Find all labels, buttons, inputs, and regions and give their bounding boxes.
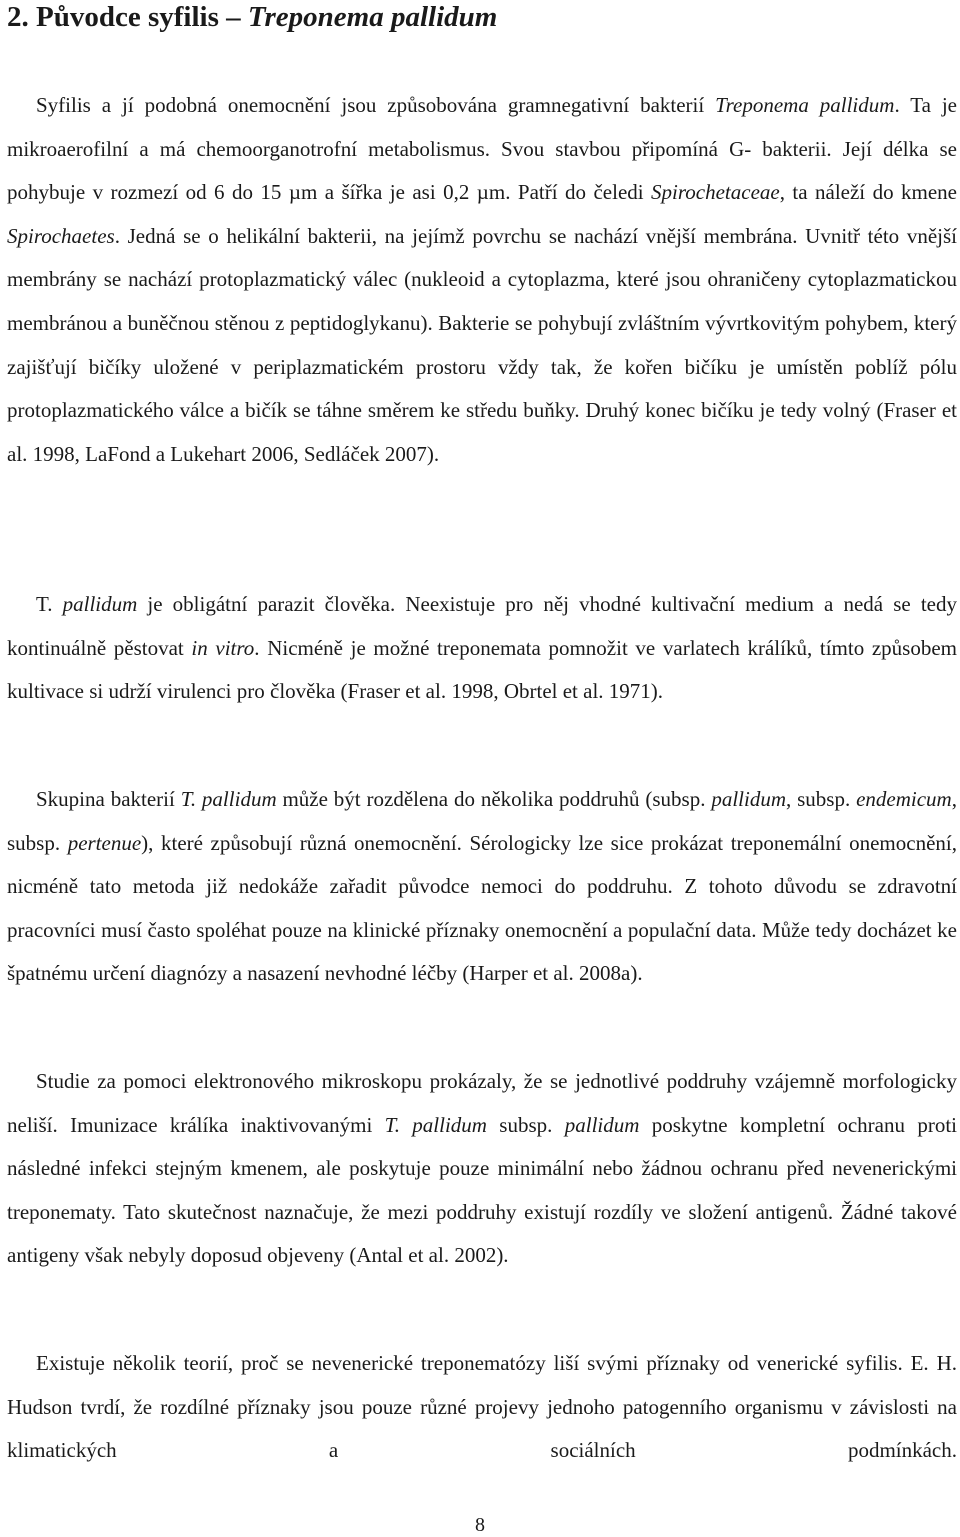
paragraph-electron-microscopy bbox=[7, 1060, 957, 1278]
paragraph-subspecies bbox=[7, 778, 957, 996]
page-number: 8 bbox=[475, 1514, 485, 1536]
text-run: poskytne kompletní ochranu proti následné infekci stejným kmenem, ale poskytuje pouze minimální nebo žádnou ochranu před nevenerickými treponematy. Tato skutečnost naznačuje, že mezi poddruhy existují rozdíly ve složení antigenů. Žádné takové antigeny však nebyly doposud objeveny (Antal et al. 2002). bbox=[7, 1112, 957, 1268]
text-run: Existuje několik teorií, proč se nevenerické treponematózy liší svými příznaky od venerické syfilis. E. H. Hudson tvrdí, že rozdílné příznaky jsou pouze různé projevy jednoho patogenního organismu v závislosti na klimatických a sociálních podmínkách. bbox=[7, 1351, 957, 1463]
family-name: Spirochetaceae bbox=[651, 180, 780, 205]
subspecies-name: endemicum bbox=[856, 787, 952, 811]
section-number: 2. bbox=[7, 1, 29, 33]
text-run: , subsp. bbox=[7, 787, 957, 855]
text-run: subsp. bbox=[486, 1112, 565, 1137]
subspecies-name: pallidum bbox=[711, 787, 786, 811]
text-run: . Nicméně je možné treponemata pomnožit ve varlatech králíků, tímto způsobem kultivace si udrží virulenci pro člověka (Fraser et al. 1998, Obrtel et al. 1971). bbox=[7, 635, 957, 704]
text-run: Studie za pomoci elektronového mikroskopu prokázaly, že se jednotlivé poddruhy vzájemně morfologicky neliší. Imunizace králíka inaktivovanými bbox=[7, 1069, 957, 1137]
paragraph-morphology bbox=[7, 84, 957, 476]
paragraph-cultivation bbox=[7, 583, 957, 714]
paragraph-theories bbox=[7, 1342, 957, 1473]
text-run: T. bbox=[36, 592, 63, 616]
text-run: . Jedná se o helikální bakterii, na jejímž povrchu se nachází vnější membrána. Uvnitř této vnější membrány se nachází protoplazmatický válec (nukleoid a cytoplazma, které jsou ohraničeny cytoplazmatickou membránou a buněčnou stěnou z peptidoglykanu). Bakterie se pohybují zvláštním vývrtkovitým pohybem, který zajišťují bičíky uložené v periplazmatickém prostoru vždy tak, že kořen bičíku je umístěn poblíž pólu protoplazmatického válce a bičík se táhne směrem ke středu buňky. Druhý konec bičíku je tedy volný (Fraser et al. 1998, LaFond a Lukehart 2006, Sedláček 2007). bbox=[7, 223, 957, 466]
text-run: , subsp. bbox=[786, 787, 857, 811]
phylum-name: Spirochaetes bbox=[7, 223, 115, 248]
section-title-italic: Treponema pallidum bbox=[247, 1, 498, 33]
text-run: , ta náleží do kmene bbox=[779, 180, 957, 205]
text-run: . Ta je mikroaerofilní a má chemoorganotrofní metabolismus. Svou stavbou připomíná G- bakterii. Její délka se pohybuje v rozmezí od 6 do 15 µm a šířka je asi 0,2 µm. Patří do čeledi bbox=[7, 93, 957, 205]
latin-term: in vitro bbox=[191, 635, 255, 660]
species-name: pallidum bbox=[62, 592, 138, 616]
species-name: T. pallidum bbox=[180, 787, 277, 811]
text-run: je obligátní parazit člověka. Neexistuje pro něj vhodné kultivační medium a nedá se tedy kontinuálně pěstovat bbox=[7, 592, 957, 660]
species-name: T. pallidum bbox=[384, 1112, 487, 1137]
text-run: Skupina bakterií bbox=[36, 787, 181, 811]
section-title: Původce syfilis – bbox=[36, 1, 248, 33]
text-run: ), které způsobují různá onemocnění. Sérologicky lze sice prokázat treponemální onemocnění, nicméně tato metoda již nedokáže zařadit původce nemoci do poddruhu. Z tohoto důvodu se zdravotní pracovníci musí často spoléhat pouze na klinické příznaky onemocnění a populační data. Může tedy docházet ke špatnému určení diagnózy a nasazení nevhodné léčby (Harper et al. 2008a). bbox=[7, 830, 957, 986]
subspecies-name: pallidum bbox=[564, 1112, 640, 1137]
text-run: může být rozdělena do několika poddruhů (subsp. bbox=[276, 787, 712, 811]
subspecies-name: pertenue bbox=[67, 830, 142, 855]
text-run: Syfilis a jí podobná onemocnění jsou způsobována gramnegativní bakterií bbox=[36, 93, 716, 117]
section-heading bbox=[7, 0, 497, 34]
species-name: Treponema pallidum bbox=[715, 93, 895, 117]
